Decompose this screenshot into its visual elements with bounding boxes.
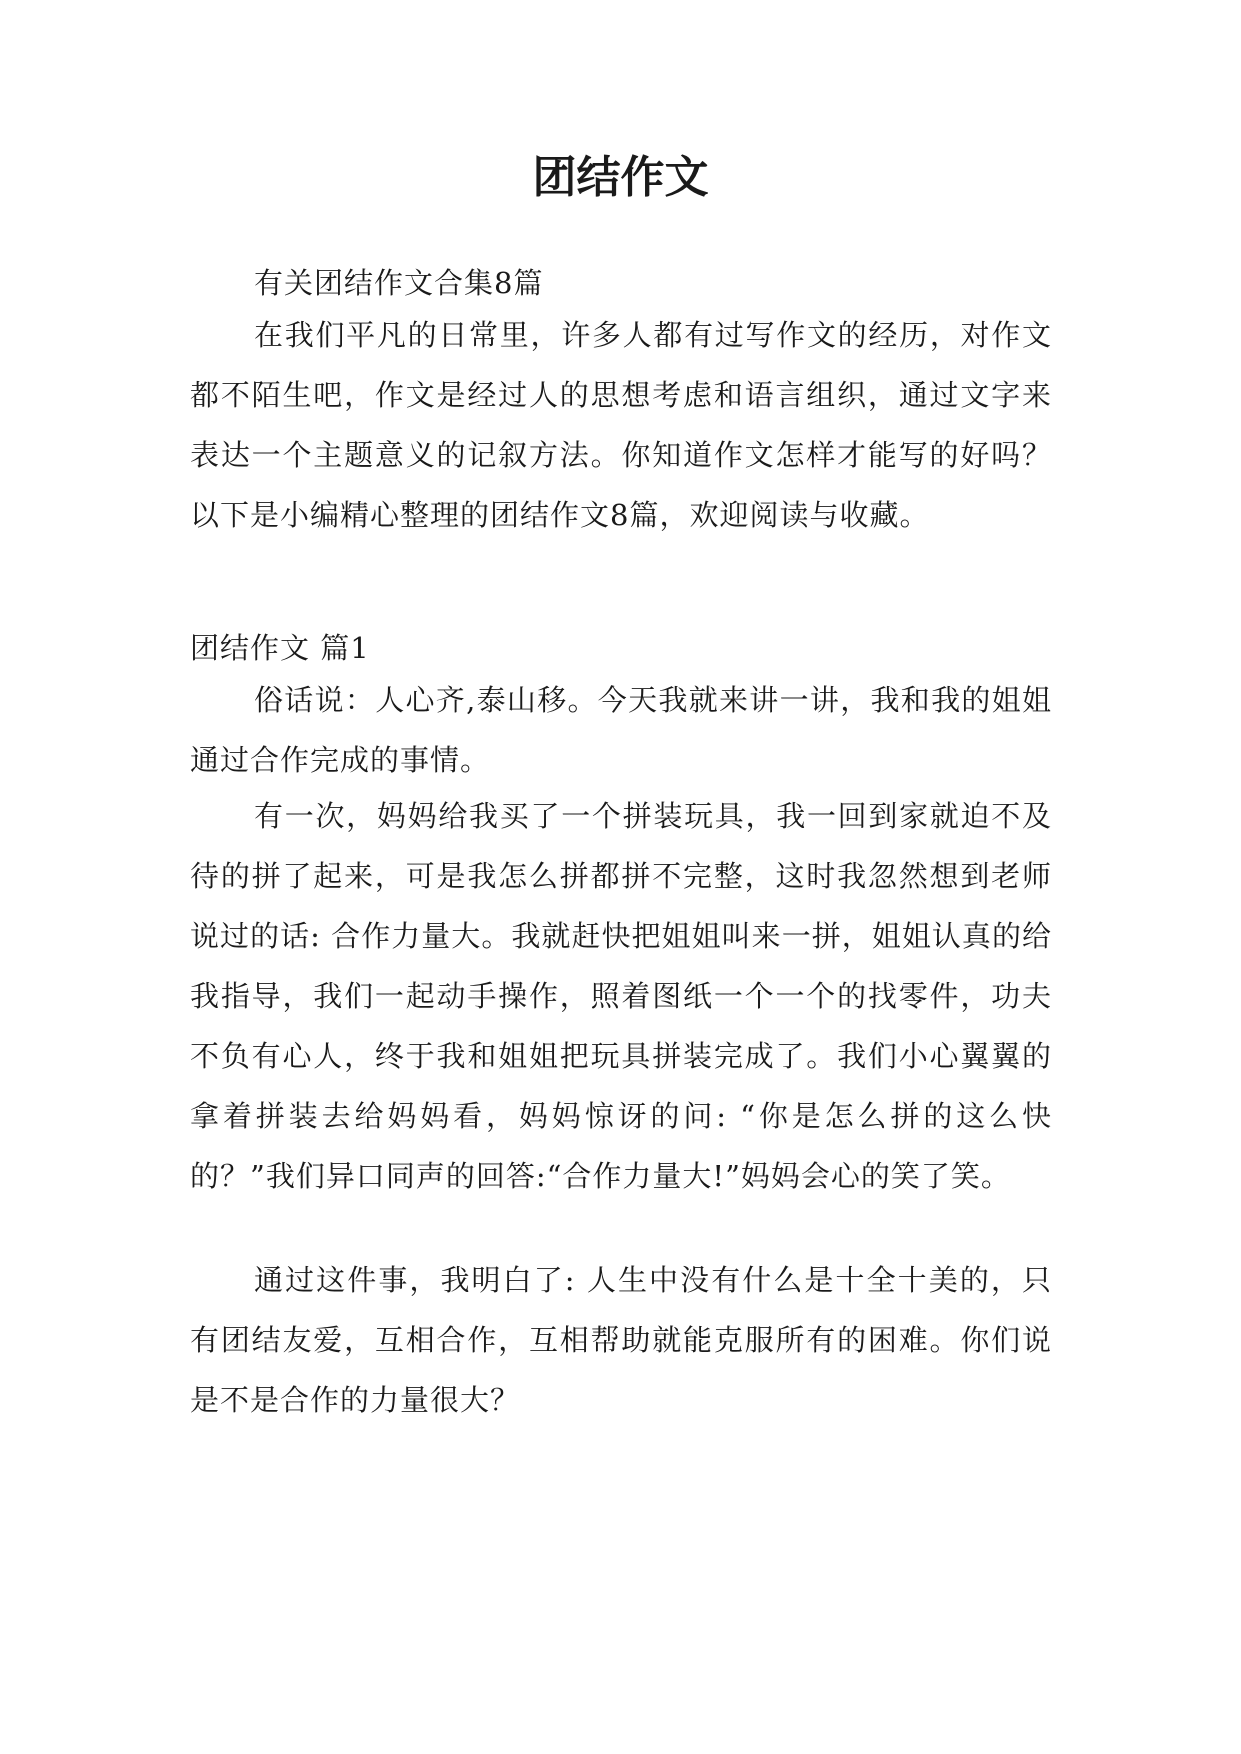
section-paragraph-3: 通过这件事，我明白了: 人生中没有什么是十全十美的，只有团结友爱，互相合作，互相帮助就能克服所有的困难。你们说是不是合作的力量很大？ bbox=[190, 1263, 1052, 1417]
intro-subtitle: 有关团结作文合集8篇 bbox=[254, 266, 544, 300]
section-heading: 团结作文 篇1 bbox=[190, 631, 370, 665]
section-paragraph-1: 俗话说：人心齐,泰山移。今天我就来讲一讲，我和我的姐姐通过合作完成的事情。 bbox=[190, 683, 1052, 777]
intro-paragraph: 在我们平凡的日常里，许多人都有过写作文的经历，对作文都不陌生吧，作文是经过人的思想考虑和语言组织，通过文字来表达一个主题意义的记叙方法。你知道作文怎样才能写的好吗？以下是小编精心整理的团结作文8篇，欢迎阅读与收藏。 bbox=[190, 318, 1052, 532]
section-paragraph-2: 有一次，妈妈给我买了一个拼装玩具，我一回到家就迫不及待的拼了起来，可是我怎么拼都拼不完整，这时我忽然想到老师说过的话: 合作力量大。我就赶快把姐姐叫来一拼，姐姐认真的给我指导，我们一起动手操作，照着图纸一个一个的找零件，功夫不负有心人，终于我和姐姐把玩具拼装完成了。我们小心翼翼的拿着拼装去给妈妈看，妈妈惊讶的问: “你是怎么拼的这么快的？”我们异口同声的回答:“合作力量大!”妈妈会心的笑了笑。 bbox=[190, 799, 1052, 1193]
page-title: 团结作文 bbox=[532, 152, 709, 203]
